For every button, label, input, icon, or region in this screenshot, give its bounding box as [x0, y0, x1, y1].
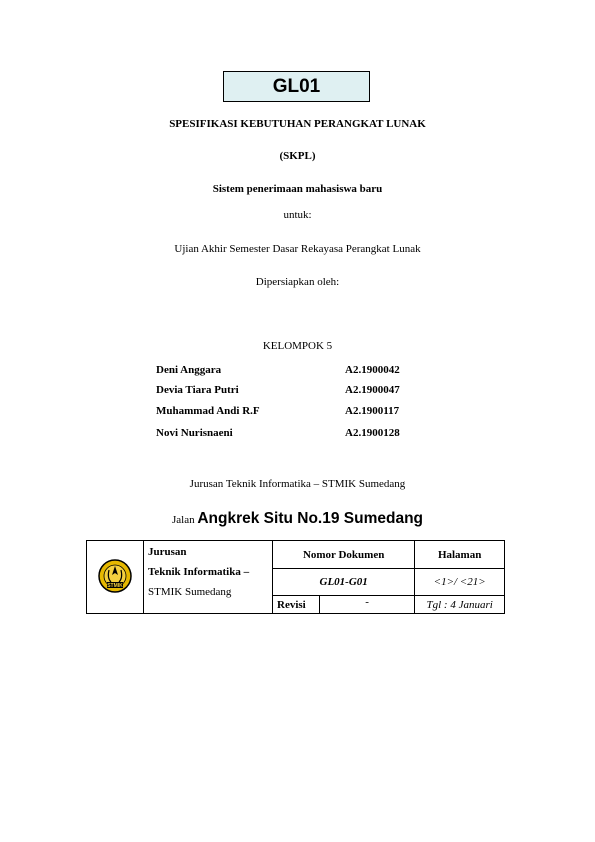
- member-id: A2.1900047: [345, 384, 400, 396]
- purpose-text: Ujian Akhir Semester Dasar Rekayasa Perangkat Lunak: [174, 243, 421, 255]
- address-line: [0, 510, 595, 528]
- page-label: Halaman: [415, 541, 505, 569]
- address-street: Angkrek Situ No.19 Sumedang: [197, 510, 424, 527]
- date-value: Tgl : 4 Januari: [415, 596, 505, 614]
- dept-line-2: Teknik Informatika –: [148, 566, 250, 578]
- member-name: Muhammad Andi R.F: [156, 405, 260, 417]
- system-name: Sistem penerimaan mahasiswa baru: [212, 183, 383, 195]
- prepared-by-label: Dipersiapkan oleh:: [255, 276, 340, 288]
- revision-label: Revisi: [273, 596, 320, 614]
- document-title: SPESIFIKASI KEBUTUHAN PERANGKAT LUNAK: [169, 118, 426, 130]
- member-name: Novi Nurisnaeni: [156, 427, 233, 439]
- department-cell: [144, 541, 273, 614]
- document-abbreviation: (SKPL): [279, 150, 316, 162]
- stmik-logo: [97, 558, 133, 594]
- logo-text: STMIK: [107, 582, 123, 589]
- address-prefix: Jalan: [171, 514, 195, 526]
- document-code-box: GL01: [223, 71, 370, 102]
- footer-table: [86, 540, 505, 614]
- doc-number-value: GL01-G01: [273, 569, 415, 596]
- member-id: A2.1900042: [345, 364, 400, 376]
- dept-line-1: Jurusan: [148, 546, 187, 558]
- doc-number-label: Nomor Dokumen: [273, 541, 415, 569]
- page-value: <1>/ <21>: [415, 569, 505, 596]
- revision-value: -: [320, 596, 415, 614]
- logo-cell: [87, 541, 144, 614]
- member-id: A2.1900117: [345, 405, 400, 417]
- department-line: Jurusan Teknik Informatika – STMIK Sumedang: [189, 478, 406, 490]
- dept-line-3: STMIK Sumedang: [148, 586, 232, 598]
- group-name: KELOMPOK 5: [262, 340, 333, 352]
- member-name: Devia Tiara Putri: [156, 384, 239, 396]
- for-label: untuk:: [283, 209, 312, 221]
- member-id: A2.1900128: [345, 427, 400, 439]
- member-name: Deni Anggara: [156, 364, 222, 376]
